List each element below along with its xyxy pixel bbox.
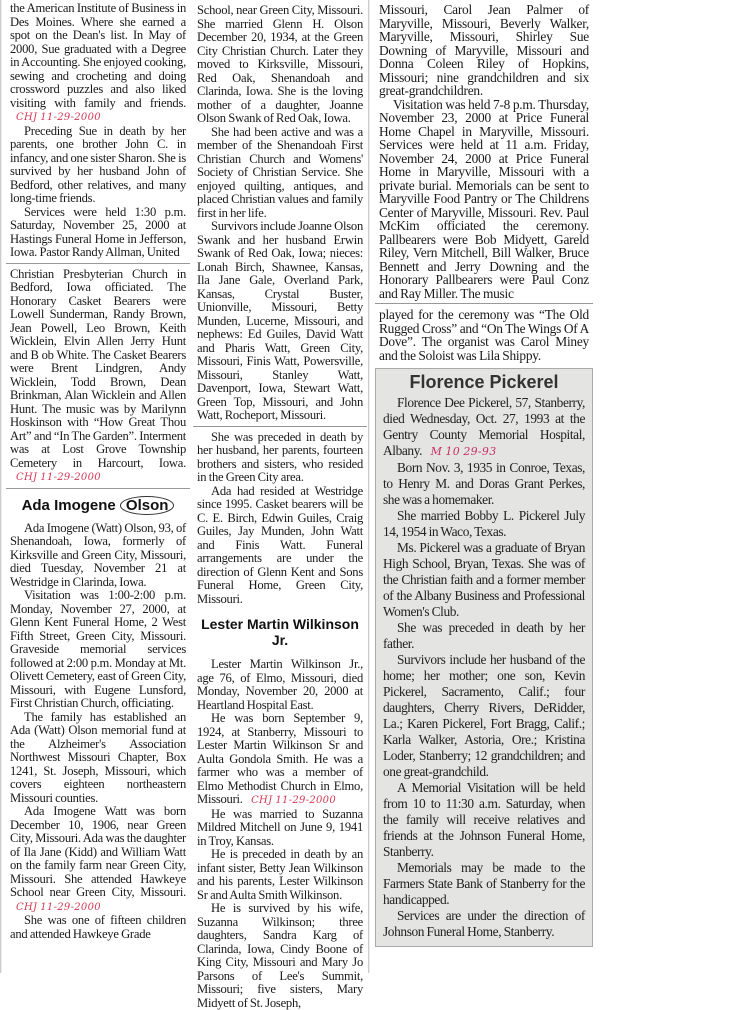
paragraph: [197, 485, 363, 607]
clipping-edge: [368, 0, 370, 973]
paragraph: [383, 620, 585, 652]
paragraph-text: Florence Dee Pickerel, 57, Stanberry, died Wednesday, Oct. 27, 1993 at the Gentry County Memorial Hospital, Albany.: [383, 395, 585, 458]
paragraph: [10, 914, 186, 941]
paragraph: [383, 460, 585, 508]
paragraph: [10, 589, 186, 711]
paragraph-text: Visitation was held 7-8 p.m. Thursday, November 23, 2000 at Price Funeral Home Chapel in Maryville, Missouri. Services were held at 11 a.m. Friday, November 24, 2000 at Price Funeral Home in Maryville, Missouri with a private burial. Memorials can be sent to Maryville Food Pantry or The Childrens Center of Maryville, Missouri. Rev. Paul McKim officiated the ceremony. Pallbearers were Bob Midyett, Gareld Riley, Vern Mitchell, Bill Walker, Bruce Bennett and Jerry Downing and the Honorary Pallbearers were Paul Conz and Ray Miller. The music: [379, 96, 589, 301]
paragraph-text: Christian Presbyterian Church in Bedford, Iowa officiated. The Honorary Casket Bearers were Lowell Sunderman, Randy Brown, Jean Powell, Leo Brown, Keith Wicklein, Elvin Allen Jerry Hunt and B ob White. The Casket Bearers were Brent Lindgren, Andy Wicklein, Todd Brown, Dean Brinkman, Alan Wicklein and Allen Hunt. The music was by Marilynn Hoskinson with “How Great Thou Art” and “In The Garden”. Interment was at Lost Grove Township Cemetery in Harcourt, Iowa.: [10, 266, 186, 470]
paragraph: [10, 522, 186, 590]
paragraph: [197, 808, 363, 849]
paragraph: [197, 902, 363, 1010]
clipping-divider: [6, 263, 190, 264]
lester-wilkinson-obituary-continued-2: [379, 308, 589, 362]
paragraph-text: She was one of fifteen children and attended Hawkeye Grade: [10, 913, 186, 941]
ada-olson-obituary-continued-2: [197, 431, 363, 607]
paragraph-text: The family has established an Ada (Watt) Olson memorial fund at the Alzheimer's Association Northwest Missouri Chapter, Box 1241, St. Joseph, Missouri, which covers eighteen northeastern Missouri counties.: [10, 709, 186, 805]
ada-olson-obituary: [10, 522, 186, 942]
paragraph-text: Born Nov. 3, 1935 in Conroe, Texas, to Henry M. and Doras Grant Perkes, she was a homemaker.: [383, 460, 585, 507]
paragraph-text: Survivors include Joanne Olson Swank and her husband Erwin Swank of Red Oak, Iowa; nieces: Lonah Birch, Shawnee, Kansas, Ila Jane Gale, Overland Park, Kansas, Crystal Buster, Unionville, Missouri, Betty Munden, Lucerne, Missouri, and nephews: Ed Guiles, David Watt and Pharis Watt, Green City, Missouri, Finis Watt, Powersville, Missouri, Stanley Watt, Davenport, Iowa, Stewart Watt, Green Top, Missouri, and John Watt, Rocheport, Missouri.: [197, 219, 363, 422]
paragraph-text: She had been active and was a member of the Shenandoah First Christian Church and Womens' Society of Christian Service. She enjoyed quilting, antiques, and placed Christian values and family first in her life.: [197, 124, 363, 220]
column-3: [379, 0, 589, 947]
paragraph: [10, 711, 186, 806]
paragraph-text: Preceding Sue in death by her parents, one brother John C. in infancy, and one sister Sharon. She is survived by her husband John of Bedford, other relatives, and many long-time friends.: [10, 123, 186, 205]
paragraph: [383, 395, 585, 460]
paragraph: [383, 860, 585, 908]
sue-obituary-part1: [10, 2, 186, 260]
paragraph-text: She was preceded in death by her husband, her parents, fourteen brothers and sisters, who resided in the Green City area.: [197, 429, 363, 484]
handwritten-annotation: CHJ 11-29-2000: [16, 901, 101, 913]
ada-olson-obituary-continued: [197, 4, 363, 423]
paragraph: [379, 98, 589, 301]
paragraph: [383, 652, 585, 780]
paragraph: [10, 206, 186, 260]
paragraph: [379, 3, 589, 98]
paragraph-text: A Memorial Visitation will be held from 10 to 11:30 a.m. Saturday, when the family will receive relatives and friends at the Johnson Funeral Home, Stanberry.: [383, 780, 585, 859]
ada-title-first: Ada Imogene: [21, 496, 116, 514]
ada-title-last: Olson: [120, 496, 175, 515]
paragraph-text: Ada Imogene Watt was born December 10, 1906, near Green City, Missouri. Ada was the daughter of Ila Jane (Kidd) and William Watt on the family farm near Green City, Missouri. She attended Hawkeye School near Green City, Missouri.: [10, 804, 186, 899]
paragraph-text: Memorials may be made to the Farmers State Bank of Stanberry for the handicapped.: [383, 860, 585, 907]
paragraph: [10, 268, 186, 485]
ada-olson-heading: [10, 497, 186, 514]
florence-pickerel-heading: Florence Pickerel: [409, 372, 559, 392]
paragraph: [197, 712, 363, 808]
paragraph: [197, 431, 363, 485]
paragraph: [197, 126, 363, 221]
column-1: [10, 0, 186, 941]
handwritten-annotation: CHJ 11-29-2000: [251, 795, 337, 806]
handwritten-annotation: M 10 29-93: [430, 445, 497, 458]
paragraph-text: Ms. Pickerel was a graduate of Bryan High School, Bryan, Texas. She was of the Christian faith and a former member of the Albany Business and Professional Women's Club.: [383, 540, 585, 619]
paragraph: [10, 805, 186, 914]
paragraph: [383, 540, 585, 620]
paragraph-text: School, near Green City, Missouri. She married Glenn H. Olson December 20, 1934, at the Green City Christian Church. Later they moved to Kirksville, Missouri, Red Oak, Shenandoah and Clarinda, Iowa. She is the loving mother of a daughter, Joanne Olson Swank of Red Oak, Iowa.: [197, 3, 363, 125]
handwritten-annotation: CHJ 11-29-2000: [16, 112, 101, 123]
paragraph-text: He was married to Suzanna Mildred Mitchell on June 9, 1941 in Troy, Kansas.: [197, 806, 363, 848]
paragraph-text: Missouri, Carol Jean Palmer of Maryville, Missouri, Beverly Walker, Maryville, Missouri, Shirley Sue Downing of Maryville, Missouri and Donna Coleen Riley of Hopkins, Missouri; nine grandchildren and six great-grandchildren.: [379, 2, 589, 98]
clipping-divider: [6, 488, 190, 489]
paragraph: [383, 908, 585, 940]
florence-pickerel-obituary: [383, 395, 585, 940]
lester-wilkinson-heading: Lester Martin Wilkinson Jr.: [201, 616, 359, 648]
paragraph-text: Lester Martin Wilkinson Jr., age 76, of Elmo, Missouri, died Monday, November 20, 2000 at Heartland Hospital East.: [197, 657, 363, 712]
paragraph-text: played for the ceremony was “The Old Rugged Cross” and “On The Wings Of A Dove”. The organist was Carol Miney and the Soloist was Lila Shippy.: [379, 307, 589, 363]
paragraph-text: She was preceded in death by her father.: [383, 620, 585, 651]
paragraph-text: He is preceded in death by an infant sister, Betty Jean Wilkinson and his parents, Lester Wilkinson Sr and Aulta Smith Wilkinson.: [197, 847, 363, 902]
paragraph-text: Services are under the direction of Johnson Funeral Home, Stanberry.: [383, 908, 585, 939]
paragraph: [197, 4, 363, 126]
clipping-divider: [193, 426, 367, 427]
handwritten-annotation: CHJ 11-29-2000: [16, 472, 101, 483]
column-2: [197, 0, 363, 1010]
paragraph: [197, 658, 363, 712]
paragraph-text: He was born September 9, 1924, at Stanberry, Missouri to Lester Martin Wilkinson Sr and Aulta Gondola Smith. He was a farmer who was a member of Elmo Methodist Church in Elmo, Missouri.: [197, 711, 363, 806]
paragraph: [379, 308, 589, 362]
paragraph-text: She married Bobby L. Pickerel July 14, 1954 in Waco, Texas.: [383, 508, 585, 539]
paragraph: [197, 848, 363, 902]
paragraph-text: the American Institute of Business in Des Moines. Where she earned a spot on the Dean's list. In May of 2000, Sue graduated with a Degree in Accounting. She enjoyed cooking, sewing and crocheting and doing crossword puzzles and also liked visiting with family and friends.: [10, 1, 186, 110]
paragraph: [383, 508, 585, 540]
paragraph-text: Ada Imogene (Watt) Olson, 93, of Shenandoah, Iowa, formerly of Kirksville and Green City, Missouri, died Tuesday, November 21 at Westridge in Clarinda, Iowa.: [10, 520, 186, 589]
paragraph: [10, 2, 186, 125]
paragraph-text: Survivors include her husband of the home; her mother; one son, Kevin Pickerel, Sacramento, Calif.; four daughters, Cherry Rivers, DeRidder, La.; Karen Pickerel, Fort Bragg, Calif.; Karla Walker, Astoria, Ore.; Kristina Loder, Stanberry; 12 grandchildren; and one great-grandchild.: [383, 652, 585, 779]
paragraph-text: Visitation was 1:00-2:00 p.m. Monday, November 27, 2000, at Glenn Kent Funeral Home, 2 West Fifth Street, Green City, Missouri. Graveside memorial services followed at 2:00 p.m. Monday at Mt. Olivett Cemetery, east of Green City, Missouri, with Eugene Lunsford, First Christian Church, officiating.: [10, 588, 186, 710]
clipping-divider: [375, 303, 593, 304]
paragraph: [10, 125, 186, 206]
paragraph-text: Ada had resided at Westridge since 1995. Casket bearers will be C. E. Birch, Edwin Guiles, Craig Guiles, Jay Munden, John Watt and Finis Watt. Funeral arrangements are under the direction of Glenn Kent and Sons Funeral Home, Green City, Missouri.: [197, 483, 363, 606]
florence-pickerel-clipping: [375, 368, 593, 947]
paragraph-text: Services were held 1:30 p.m. Saturday, November 25, 2000 at Hastings Funeral Home in Jefferson, Iowa. Pastor Randy Allman, United: [10, 204, 186, 259]
sue-obituary-part2: [10, 268, 186, 485]
paragraph: [383, 780, 585, 860]
paragraph-text: He is survived by his wife, Suzanna Wilkinson; three daughters, Sandra Karg of Clarinda, Iowa, Cindy Boone of King City, Missouri and Mary Jo Parsons of Lee's Summit, Missouri; five sisters, Mary Midyett of St. Joseph,: [197, 901, 363, 1010]
lester-wilkinson-obituary-continued: [379, 3, 589, 300]
paragraph: [197, 220, 363, 423]
clipping-edge: [0, 0, 2, 973]
lester-wilkinson-obituary: [197, 658, 363, 1010]
